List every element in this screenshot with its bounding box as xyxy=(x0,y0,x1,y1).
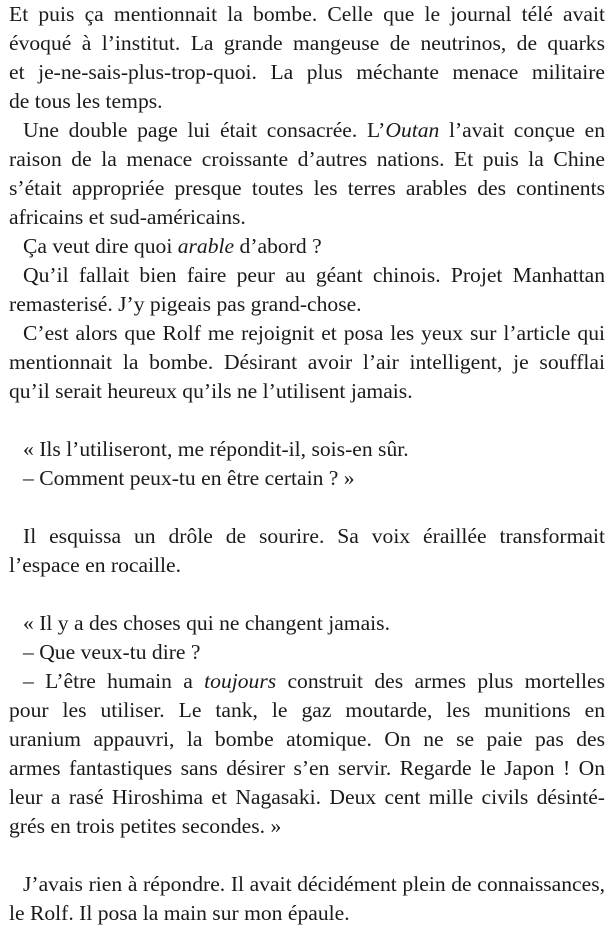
book-page xyxy=(9,0,605,928)
blank-line xyxy=(9,406,605,435)
italic-segment: toujours xyxy=(204,669,277,693)
text-line: le Rolf. Il posa la main sur mon épaule. xyxy=(9,901,350,925)
text-line: mentionnait la bombe. Désirant avoir l’air intelligent, je soufflai xyxy=(9,350,605,374)
italic-segment: Outan xyxy=(385,118,440,142)
text-line: Qu’il fallait bien faire peur au géant chinois. Projet Manhattan xyxy=(23,263,605,287)
text-line: leur a rasé Hiroshima et Nagasaki. Deux cent mille civils désinté- xyxy=(9,785,605,809)
paragraph-bombe xyxy=(9,0,605,116)
text-line: Il esquissa un drôle de sourire. Sa voix éraillée transformait xyxy=(23,524,605,548)
paragraph-connaissances xyxy=(9,870,605,928)
paragraph-arable xyxy=(9,232,605,261)
text-line: C’est alors que Rolf me rejoignit et posa les yeux sur l’article qui xyxy=(23,321,605,345)
text-line: uranium appauvri, la bombe atomique. On ne se paie pas des xyxy=(9,727,605,751)
text-segment: d’abord ? xyxy=(234,234,322,258)
text-line xyxy=(9,232,605,261)
text-line xyxy=(9,667,605,696)
text-line: remasterisé. J’y pigeais pas grand-chose. xyxy=(9,292,362,316)
text-segment: l’avait conçue en xyxy=(439,118,605,142)
text-line: et je-ne-sais-plus-trop-quoi. La plus méchante menace militaire xyxy=(9,60,605,84)
text-line: s’était appropriée presque toutes les terres arables des continents xyxy=(9,176,605,200)
blank-line xyxy=(9,841,605,870)
text-segment: Une double page lui était consacrée. L’ xyxy=(23,118,386,142)
text-line: qu’il serait heureux qu’ils ne l’utilisent jamais. xyxy=(9,379,413,403)
text-line: pour les utiliser. Le tank, le gaz moutarde, les munitions en xyxy=(9,698,605,722)
text-line: J’avais rien à répondre. Il avait décidément plein de connaissances, xyxy=(23,872,605,896)
text-line: raison de la menace croissante d’autres nations. Et puis la Chine xyxy=(9,147,605,171)
text-line: – Que veux-tu dire ? xyxy=(23,640,201,664)
text-line: armes fantastiques sans désirer s’en servir. Regarde le Japon ! On xyxy=(9,756,605,780)
text-line: africains et sud-américains. xyxy=(9,205,246,229)
text-line: « Ils l’utiliseront, me répondit-il, sois-en sûr. xyxy=(23,437,409,461)
blank-line xyxy=(9,493,605,522)
text-segment: Ça veut dire quoi xyxy=(23,234,178,258)
text-segment: construit des armes plus mortelles xyxy=(276,669,605,693)
text-line xyxy=(9,116,605,145)
text-line: de tous les temps. xyxy=(9,89,163,113)
paragraph-double-page xyxy=(9,116,605,232)
text-line: évoqué à l’institut. La grande mangeuse de neutrinos, de quarks xyxy=(9,31,605,55)
text-line: – Comment peux-tu en être certain ? » xyxy=(23,466,355,490)
paragraph-manhattan xyxy=(9,261,605,319)
dialogue-armes xyxy=(9,609,605,841)
italic-segment: arable xyxy=(177,234,235,258)
text-line: grés en trois petites secondes. » xyxy=(9,814,282,838)
blank-line xyxy=(9,580,605,609)
text-line: l’espace en rocaille. xyxy=(9,553,182,577)
paragraph-sourire xyxy=(9,522,605,580)
dialogue-certain xyxy=(9,435,605,493)
text-segment: – L’être humain a xyxy=(23,669,205,693)
text-line: Et puis ça mentionnait la bombe. Celle que le journal télé avait xyxy=(9,2,605,26)
text-line: « Il y a des choses qui ne changent jamais. xyxy=(23,611,390,635)
paragraph-rolf xyxy=(9,319,605,406)
